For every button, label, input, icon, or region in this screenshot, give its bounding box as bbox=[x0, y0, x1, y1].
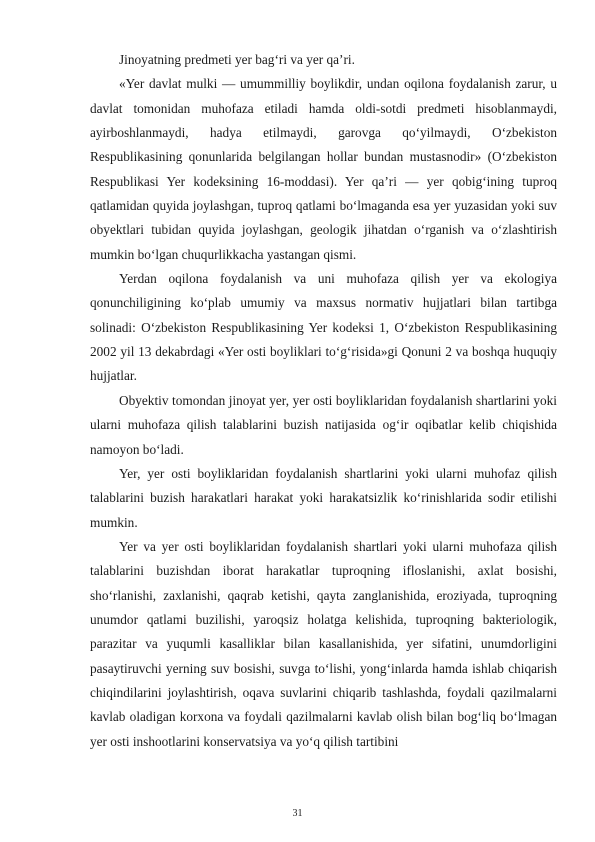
body-text bbox=[90, 48, 557, 754]
paragraph-heading: Jinoyatning predmeti yer bag‘ri va yer qa’ri. bbox=[119, 52, 355, 67]
paragraph: Yer va yer osti boyliklaridan foydalanish shartlari yoki ularni muhofaza qilish talablarini buzishdan iborat harakatlar tuproqning ifloslanishi, axlat bosishi, sho‘rlanishi, zaxlanishi, qaqrab ketishi, qayta zanglanishida, eroziyada, tuproqning unumdor qatlami buzilishi, yaroqsiz holatga kelishida, tuproqning bakteriologik, parazitar va yuqumli kasalliklar bilan kasallanishida, yer sifatini, unumdorligini pasaytiruvchi yerning suv bosishi, suvga to‘lishi, yong‘inlarda hamda ishlab chiqarish chiqindilarini joylashtirish, oqava suvlarini chiqarib tashlashda, foydali qazilmalarni kavlab oladigan korxona va foydali qazilmalarni kavlab olish bilan bog‘liq bo‘lmagan yer osti inshootlarini konservatsiya va yo‘q qilish tartibini bbox=[90, 538, 557, 749]
page-number: 31 bbox=[292, 808, 303, 819]
paragraph: Yer, yer osti boyliklaridan foydalanish shartlarini yoki ularni muhofaz qilish talablarini buzish harakatlari harakat yoki harakatsizlik ko‘rinishlarida sodir etilishi mumkin. bbox=[90, 465, 557, 530]
paragraph: Obyektiv tomondan jinoyat yer, yer osti boyliklaridan foydalanish shartlarini yoki ularni muhofaza qilish talablarini buzish natijasida og‘ir oqibatlar kelib chiqishida namoyon bo‘ladi. bbox=[90, 392, 557, 457]
paragraph: Yerdan oqilona foydalanish va uni muhofaza qilish yer va ekologiya qonunchiligining ko‘plab umumiy va maxsus normativ hujjatlari bilan tartibga solinadi: O‘zbekiston Respublikasining Yer kodeksi 1, O‘zbekiston Respublikasining 2002 yil 13 dekabrdagi «Yer osti boyliklari to‘g‘risida»gi Qonuni 2 va boshqa huquqiy hujjatlar. bbox=[90, 271, 557, 384]
paragraph: «Yer davlat mulki — umummilliy boylikdir, undan oqilona foydalanish zarur, u davlat tomonidan muhofaza etiladi hamda oldi-sotdi predmeti hisoblanmaydi, ayirboshlanmaydi, hadya etilmaydi, garovga qo‘yilmaydi, O‘zbekiston Respublikasining qonunlarida belgilangan hollar bundan mustasnodir» (O‘zbekiston Respublikasi Yer kodeksining 16-moddasi). Yer qa’ri — yer qobig‘ining tuproq qatlamidan quyida joylashgan, tuproq qatlami bo‘lmaganda esa yer yuzasidan yoki suv obyektlari tubidan quyida joylashgan, geologik jihatdan o‘rganish va o‘zlashtirish mumkin bo‘lgan chuqurlikkacha yastangan qismi. bbox=[90, 76, 557, 262]
